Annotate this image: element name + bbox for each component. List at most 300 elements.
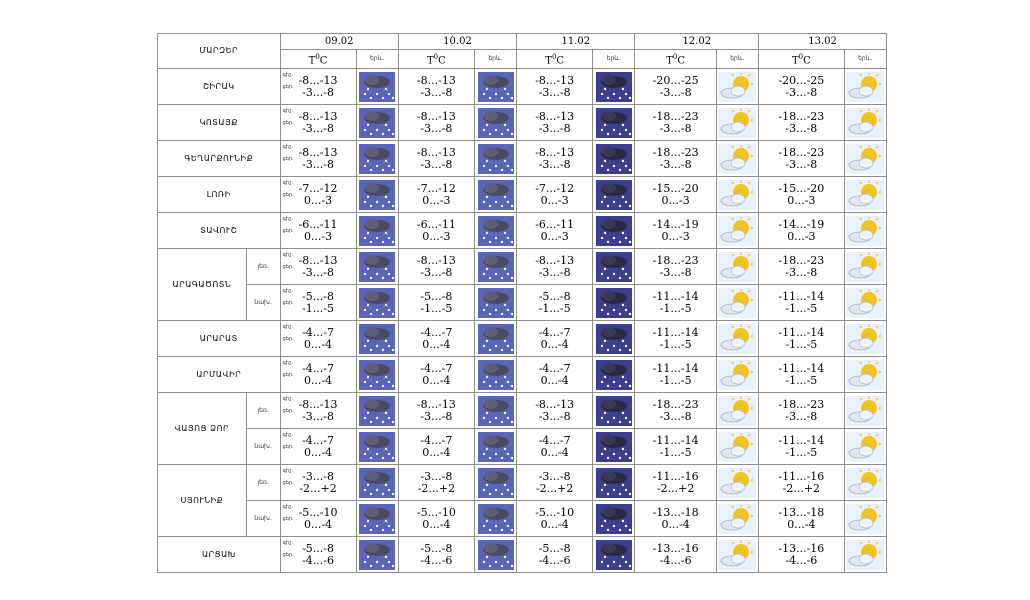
snow-cloud-icon — [475, 432, 516, 462]
date-header: 09.02 — [280, 34, 398, 50]
temperature-cell — [280, 285, 356, 321]
dark-snow-cloud-icon — [593, 252, 634, 282]
weather-icon-cell — [356, 393, 398, 429]
sun-cloud-icon — [845, 252, 886, 282]
weather-icon-cell — [716, 69, 758, 105]
time-labels — [283, 249, 294, 273]
temperature-cell — [517, 393, 593, 429]
temperature-cell — [280, 465, 356, 501]
day-label: ցեր. — [282, 228, 294, 235]
night-temperature: -13...-18 — [652, 505, 699, 519]
temperature-cell — [280, 537, 356, 573]
temperature-cell — [280, 321, 356, 357]
weather-icon-cell — [844, 321, 886, 357]
snow-cloud-icon — [357, 540, 398, 570]
sun-cloud-icon — [717, 72, 758, 102]
sun-cloud-icon — [717, 468, 758, 498]
day-temperature: -3...-8 — [538, 85, 571, 99]
day-label: ցեր. — [282, 444, 294, 451]
weather-icon-cell — [716, 393, 758, 429]
night-temperature: -5...-10 — [535, 505, 575, 519]
weather-icon-cell — [716, 465, 758, 501]
temperature-cell — [635, 213, 716, 249]
day-temperature: -3...-8 — [302, 409, 335, 423]
night-temperature: -8...-13 — [416, 145, 456, 159]
temperature-cell — [635, 429, 716, 465]
temp-column-header — [759, 50, 845, 69]
day-temperature: 0...-4 — [422, 445, 451, 459]
day-temperature: -3...-8 — [302, 265, 335, 279]
night-temperature: -15...-20 — [652, 181, 699, 195]
temperature-cell — [635, 357, 716, 393]
temperature-cell — [759, 177, 845, 213]
weather-icon-cell — [844, 213, 886, 249]
date-header: 12.02 — [635, 34, 759, 50]
snow-cloud-icon — [475, 72, 516, 102]
temperature-cell — [517, 537, 593, 573]
snow-cloud-icon — [357, 252, 398, 282]
night-temperature: -18...-23 — [778, 145, 825, 159]
temp-symbol: T — [426, 55, 434, 67]
dark-snow-cloud-icon — [593, 396, 634, 426]
weather-icon-cell — [593, 357, 635, 393]
time-labels — [283, 285, 294, 309]
temperature-cell — [280, 141, 356, 177]
temp-symbol: T — [791, 55, 799, 67]
snow-cloud-icon — [475, 324, 516, 354]
day-temperature: -3...-8 — [302, 85, 335, 99]
weather-icon-cell — [356, 177, 398, 213]
weather-icon-cell — [474, 357, 516, 393]
degree-sign: 0 — [672, 53, 678, 61]
day-temperature: -3...-8 — [785, 409, 818, 423]
degree-sign: 0 — [551, 53, 557, 61]
weather-icon-cell — [474, 465, 516, 501]
temperature-cell — [635, 141, 716, 177]
day-temperature: -1...-5 — [659, 301, 692, 315]
weather-icon-cell — [844, 105, 886, 141]
day-temperature: 0...-4 — [303, 337, 333, 351]
day-temperature: -1...-5 — [538, 301, 571, 315]
day-temperature: -1...-5 — [659, 445, 692, 459]
night-temperature: -5...-8 — [302, 289, 335, 303]
temperature-cell — [759, 105, 845, 141]
night-temperature: -8...-13 — [298, 253, 338, 267]
temperature-cell — [635, 537, 716, 573]
weather-icon-cell — [593, 249, 635, 285]
night-temperature: -18...-23 — [778, 253, 825, 267]
day-temperature: -1...-5 — [785, 373, 818, 387]
sun-cloud-icon — [717, 144, 758, 174]
table-row — [158, 429, 887, 465]
weather-icon-cell — [716, 177, 758, 213]
dark-snow-cloud-icon — [593, 72, 634, 102]
snow-cloud-icon — [475, 108, 516, 138]
temperature-cell — [517, 501, 593, 537]
weather-icon-cell — [716, 321, 758, 357]
temp-unit: C — [803, 55, 811, 67]
day-temperature: -4...-6 — [659, 553, 692, 567]
day-temperature: -1...-5 — [420, 301, 453, 315]
table-row — [158, 321, 887, 357]
weather-icon-cell — [593, 429, 635, 465]
day-label: ցեր. — [282, 516, 294, 523]
sun-cloud-icon — [717, 216, 758, 246]
weather-icon-cell — [474, 393, 516, 429]
region-name: ԿՈՏԱՅՔ — [158, 105, 281, 141]
temperature-cell — [398, 105, 474, 141]
weather-icon-cell — [716, 213, 758, 249]
snow-cloud-icon — [357, 180, 398, 210]
snow-cloud-icon — [357, 504, 398, 534]
snow-cloud-icon — [357, 216, 398, 246]
night-temperature: -8...-13 — [298, 73, 338, 87]
weather-icon-cell — [844, 249, 886, 285]
night-temperature: -5...-8 — [538, 541, 571, 555]
night-temperature: -18...-23 — [652, 109, 699, 123]
sun-cloud-icon — [717, 252, 758, 282]
snow-cloud-icon — [475, 540, 516, 570]
temperature-cell — [398, 177, 474, 213]
night-label: գիշ. — [282, 216, 294, 223]
weather-icon-cell — [593, 105, 635, 141]
day-temperature: -4...-6 — [420, 553, 453, 567]
night-label: գիշ. — [282, 396, 294, 403]
weather-icon-cell — [593, 177, 635, 213]
day-temperature: -3...-8 — [785, 265, 818, 279]
weather-icon-cell — [593, 321, 635, 357]
snow-cloud-icon — [475, 144, 516, 174]
degree-sign: 0 — [433, 53, 439, 61]
sun-cloud-icon — [717, 180, 758, 210]
temperature-cell — [759, 249, 845, 285]
temperature-cell — [635, 249, 716, 285]
weather-icon-cell — [356, 321, 398, 357]
weather-icon-cell — [474, 429, 516, 465]
weather-icon-cell — [844, 501, 886, 537]
weather-icon-cell — [593, 537, 635, 573]
temperature-cell — [398, 537, 474, 573]
weather-icon-cell — [356, 141, 398, 177]
weather-icon-cell — [844, 69, 886, 105]
dark-snow-cloud-icon — [593, 504, 634, 534]
temp-column-header — [517, 50, 593, 69]
night-label: գիշ. — [282, 324, 294, 331]
weather-icon-cell — [474, 537, 516, 573]
dark-snow-cloud-icon — [593, 144, 634, 174]
temperature-cell — [517, 177, 593, 213]
table-row — [158, 393, 887, 429]
day-temperature: -3...-8 — [538, 121, 571, 135]
day-label: ցեր. — [282, 300, 294, 307]
time-labels — [283, 465, 294, 489]
temperature-cell — [759, 357, 845, 393]
time-labels — [283, 501, 294, 525]
night-temperature: -11...-16 — [652, 469, 699, 483]
temperature-cell — [280, 357, 356, 393]
weather-icon-cell — [474, 285, 516, 321]
night-temperature: -18...-23 — [778, 109, 825, 123]
temperature-cell — [398, 321, 474, 357]
table-row — [158, 69, 887, 105]
day-temperature: -3...-8 — [659, 265, 692, 279]
temperature-cell — [759, 321, 845, 357]
temperature-cell — [517, 429, 593, 465]
night-temperature: -6...-11 — [535, 217, 575, 231]
night-label: գիշ. — [282, 108, 294, 115]
weather-icon-cell — [593, 285, 635, 321]
table-row — [158, 537, 887, 573]
temperature-cell — [759, 537, 845, 573]
day-temperature: 0...-4 — [422, 373, 451, 387]
snow-cloud-icon — [475, 396, 516, 426]
snow-cloud-icon — [475, 288, 516, 318]
day-label: ցեր. — [282, 408, 294, 415]
night-temperature: -11...-14 — [778, 289, 825, 303]
day-temperature: -3...-8 — [420, 265, 453, 279]
temperature-cell — [280, 249, 356, 285]
weather-icon-cell — [716, 429, 758, 465]
day-temperature: -1...-5 — [785, 337, 818, 351]
night-temperature: -11...-16 — [778, 469, 825, 483]
night-temperature: -11...-14 — [778, 325, 825, 339]
dark-snow-cloud-icon — [593, 324, 634, 354]
day-temperature: 0...-4 — [303, 373, 333, 387]
day-temperature: 0...-3 — [540, 193, 569, 207]
day-temperature: 0...-4 — [540, 373, 569, 387]
weather-icon-cell — [593, 393, 635, 429]
night-temperature: -7...-12 — [298, 181, 338, 195]
region-name: ԱՐԱԳԱԾՈՏՆ — [158, 249, 247, 321]
day-temperature: -3...-8 — [420, 157, 453, 171]
night-temperature: -4...-7 — [538, 325, 571, 339]
date-header: 13.02 — [759, 34, 887, 50]
night-temperature: -11...-14 — [652, 361, 699, 375]
sun-cloud-icon — [717, 288, 758, 318]
weather-icon-cell — [716, 105, 758, 141]
day-temperature: -3...-8 — [538, 409, 571, 423]
temperature-cell — [635, 393, 716, 429]
night-label: գիշ. — [282, 540, 294, 547]
temp-unit: C — [319, 55, 328, 67]
table-row — [158, 105, 887, 141]
region-name: ՇԻՐԱԿ — [158, 69, 281, 105]
day-temperature: 0...-4 — [540, 445, 569, 459]
temperature-cell — [280, 69, 356, 105]
weather-icon-cell — [844, 141, 886, 177]
night-temperature: -5...-8 — [538, 289, 571, 303]
day-temperature: 0...-3 — [303, 193, 333, 207]
region-column-header: ՄԱՐԶԵՐ — [158, 34, 281, 69]
night-temperature: -8...-13 — [416, 253, 456, 267]
night-temperature: -14...-19 — [652, 217, 699, 231]
temp-column-header — [635, 50, 716, 69]
weather-icon-cell — [356, 429, 398, 465]
degree-sign: 0 — [315, 53, 320, 61]
day-temperature: 0...-3 — [303, 229, 333, 243]
temperature-cell — [517, 321, 593, 357]
temperature-cell — [280, 501, 356, 537]
day-temperature: -3...-8 — [785, 121, 818, 135]
time-labels — [283, 357, 294, 381]
night-temperature: -8...-13 — [535, 109, 575, 123]
temperature-cell — [759, 465, 845, 501]
weather-icon-cell — [593, 141, 635, 177]
time-labels — [283, 141, 294, 165]
sun-cloud-icon — [845, 504, 886, 534]
night-temperature: -20...-25 — [652, 73, 699, 87]
temperature-cell — [517, 285, 593, 321]
weather-icon-cell — [844, 393, 886, 429]
table-row — [158, 465, 887, 501]
weather-icon-cell — [716, 357, 758, 393]
sun-cloud-icon — [717, 504, 758, 534]
temperature-cell — [759, 213, 845, 249]
weather-icon-cell — [844, 537, 886, 573]
day-temperature: 0...-3 — [787, 193, 816, 207]
day-temperature: -3...-8 — [659, 121, 692, 135]
sun-cloud-icon — [845, 360, 886, 390]
day-temperature: 0...-3 — [661, 193, 690, 207]
snow-cloud-icon — [475, 180, 516, 210]
night-temperature: -18...-23 — [652, 253, 699, 267]
snow-cloud-icon — [357, 288, 398, 318]
day-temperature: 0...-3 — [787, 229, 816, 243]
time-labels — [283, 105, 294, 129]
dark-snow-cloud-icon — [593, 108, 634, 138]
temperature-cell — [398, 213, 474, 249]
zone-label: լեռ. — [246, 465, 280, 501]
temperature-cell — [635, 285, 716, 321]
weather-icon-cell — [356, 69, 398, 105]
night-temperature: -3...-8 — [420, 469, 453, 483]
table-row — [158, 249, 887, 285]
temperature-cell — [280, 429, 356, 465]
day-label: ցեր. — [282, 192, 294, 199]
weather-icon-cell — [593, 501, 635, 537]
night-temperature: -11...-14 — [652, 433, 699, 447]
weather-icon-cell — [356, 501, 398, 537]
temp-symbol: T — [666, 55, 673, 67]
snow-cloud-icon — [357, 468, 398, 498]
night-label: գիշ. — [282, 180, 294, 187]
temperature-cell — [398, 393, 474, 429]
night-temperature: -11...-14 — [778, 361, 825, 375]
weather-icon-cell — [844, 285, 886, 321]
snow-cloud-icon — [475, 252, 516, 282]
temperature-cell — [398, 465, 474, 501]
night-temperature: -3...-8 — [302, 469, 335, 483]
snow-cloud-icon — [357, 108, 398, 138]
sun-cloud-icon — [845, 288, 886, 318]
sun-cloud-icon — [717, 360, 758, 390]
night-temperature: -14...-19 — [778, 217, 825, 231]
dark-snow-cloud-icon — [593, 288, 634, 318]
temperature-cell — [635, 177, 716, 213]
date-header-row — [158, 34, 887, 50]
sun-cloud-icon — [845, 432, 886, 462]
night-temperature: -4...-7 — [302, 361, 335, 375]
day-temperature: 0...-4 — [303, 445, 333, 459]
night-label: գիշ. — [282, 144, 294, 151]
temperature-cell — [398, 501, 474, 537]
temperature-cell — [759, 69, 845, 105]
region-name: ԼՈՌԻ — [158, 177, 281, 213]
temperature-cell — [280, 177, 356, 213]
time-labels — [283, 177, 294, 201]
weather-icon-cell — [356, 249, 398, 285]
zone-label: լեռ. — [246, 249, 280, 285]
sun-cloud-icon — [845, 324, 886, 354]
night-temperature: -13...-16 — [652, 541, 699, 555]
day-temperature: -3...-8 — [420, 85, 453, 99]
night-temperature: -11...-14 — [652, 289, 699, 303]
day-temperature: -3...-8 — [302, 157, 335, 171]
day-temperature: -1...-5 — [659, 337, 692, 351]
day-temperature: -1...-5 — [302, 301, 335, 315]
sun-cloud-icon — [845, 180, 886, 210]
temperature-cell — [517, 213, 593, 249]
sun-cloud-icon — [717, 324, 758, 354]
night-temperature: -11...-14 — [778, 433, 825, 447]
temperature-cell — [517, 69, 593, 105]
night-label: գիշ. — [282, 504, 294, 511]
temperature-cell — [280, 105, 356, 141]
temperature-cell — [398, 357, 474, 393]
night-temperature: -4...-7 — [420, 325, 453, 339]
sun-cloud-icon — [845, 468, 886, 498]
region-name: ԱՐՄԱՎԻՐ — [158, 357, 281, 393]
dark-snow-cloud-icon — [593, 360, 634, 390]
night-temperature: -8...-13 — [535, 397, 575, 411]
temperature-cell — [398, 249, 474, 285]
temperature-cell — [635, 69, 716, 105]
night-temperature: -5...-8 — [420, 289, 453, 303]
night-label: գիշ. — [282, 72, 294, 79]
day-label: ցեր. — [282, 264, 294, 271]
night-temperature: -4...-7 — [302, 325, 335, 339]
day-temperature: -3...-8 — [659, 409, 692, 423]
temp-unit: C — [438, 55, 446, 67]
weather-icon-cell — [474, 321, 516, 357]
table-row — [158, 357, 887, 393]
weather-icon-cell — [356, 537, 398, 573]
temperature-cell — [759, 429, 845, 465]
day-temperature: -3...-8 — [785, 85, 818, 99]
sun-cloud-icon — [845, 216, 886, 246]
weather-icon-cell — [844, 357, 886, 393]
temperature-cell — [517, 249, 593, 285]
region-name: ԳԵՂԱՐՔՈՒՆԻՔ — [158, 141, 281, 177]
temperature-cell — [759, 501, 845, 537]
temperature-cell — [517, 141, 593, 177]
weather-icon-cell — [593, 69, 635, 105]
night-temperature: -7...-12 — [535, 181, 575, 195]
snow-cloud-icon — [357, 144, 398, 174]
weather-column-header: երև. — [593, 50, 635, 69]
day-temperature: -4...-6 — [785, 553, 818, 567]
day-temperature: 0...-3 — [661, 229, 690, 243]
night-temperature: -8...-13 — [535, 145, 575, 159]
temperature-cell — [759, 285, 845, 321]
day-temperature: -1...-5 — [785, 301, 818, 315]
temperature-cell — [635, 501, 716, 537]
day-temperature: -2...+2 — [782, 481, 821, 495]
night-temperature: -3...-8 — [538, 469, 571, 483]
temperature-cell — [635, 465, 716, 501]
day-temperature: -2...+2 — [535, 481, 574, 495]
table-row — [158, 177, 887, 213]
